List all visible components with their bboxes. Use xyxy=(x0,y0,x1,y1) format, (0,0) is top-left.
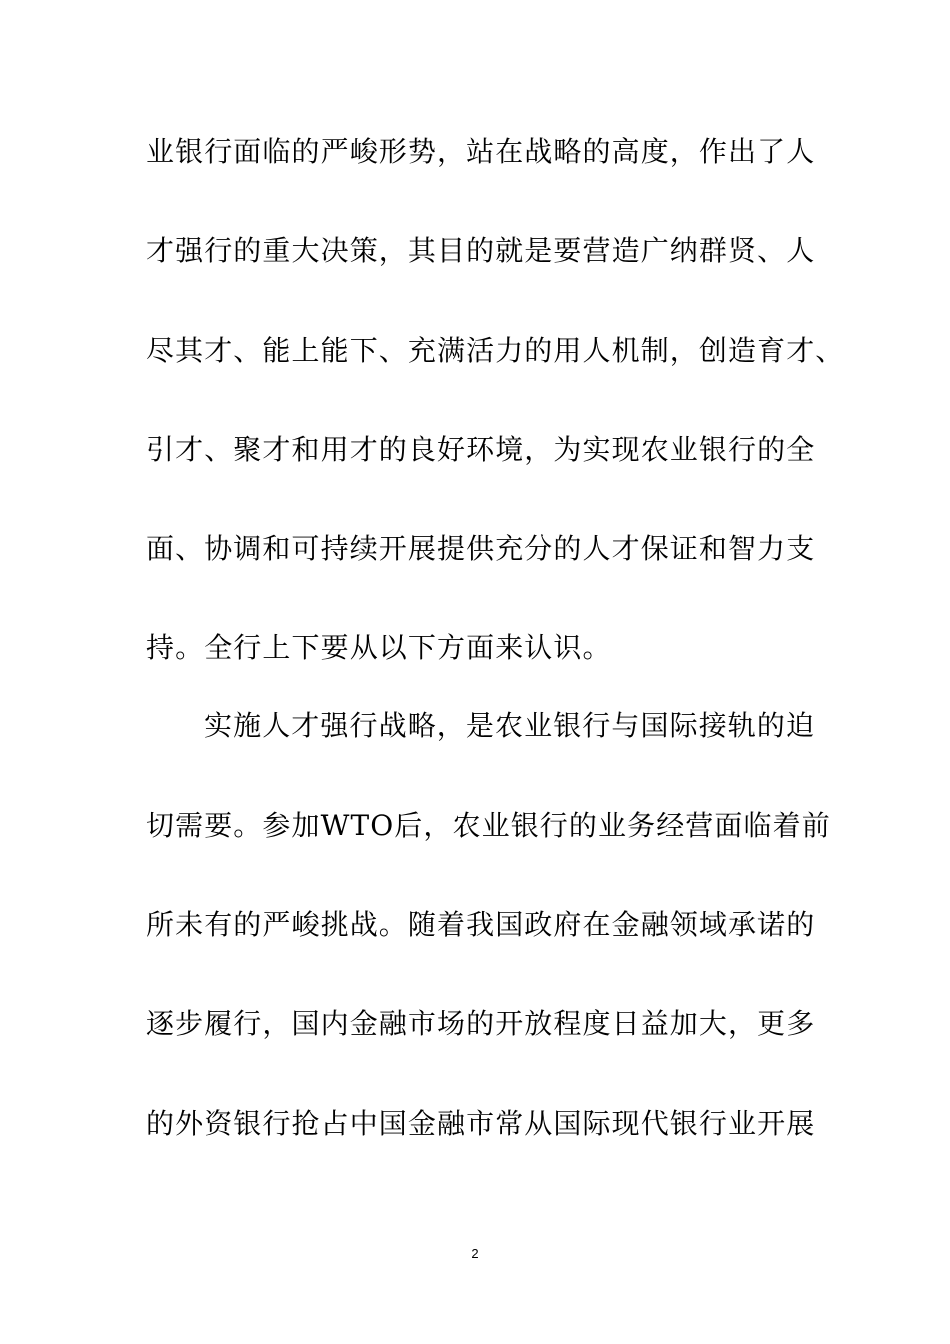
page-number: 2 xyxy=(471,1246,479,1261)
text-line-10: 逐步履行，国内金融市场的开放程度日益加大，更多 xyxy=(146,1007,816,1040)
text-line-8: 切需要。参加WTO后，农业银行的业务经营面临着前 xyxy=(146,809,831,842)
text-line-2: 才强行的重大决策，其目的就是要营造广纳群贤、人 xyxy=(146,234,816,267)
text-line-6: 持。全行上下要从以下方面来认识。 xyxy=(146,631,612,664)
text-line-11: 的外资银行抢占中国金融市常从国际现代银行业开展 xyxy=(146,1107,816,1140)
paragraph-2-first-line: 实施人才强行战略，是农业银行与国际接轨的迫 xyxy=(204,709,816,742)
text-line-5: 面、协调和可持续开展提供充分的人才保证和智力支 xyxy=(146,532,816,565)
text-line-4: 引才、聚才和用才的良好环境，为实现农业银行的全 xyxy=(146,433,816,466)
text-line-3: 尽其才、能上能下、充满活力的用人机制，创造育才、 xyxy=(146,334,845,367)
text-line-1: 业银行面临的严峻形势，站在战略的高度，作出了人 xyxy=(146,135,816,168)
text-line-9: 所未有的严峻挑战。随着我国政府在金融领域承诺的 xyxy=(146,908,816,941)
